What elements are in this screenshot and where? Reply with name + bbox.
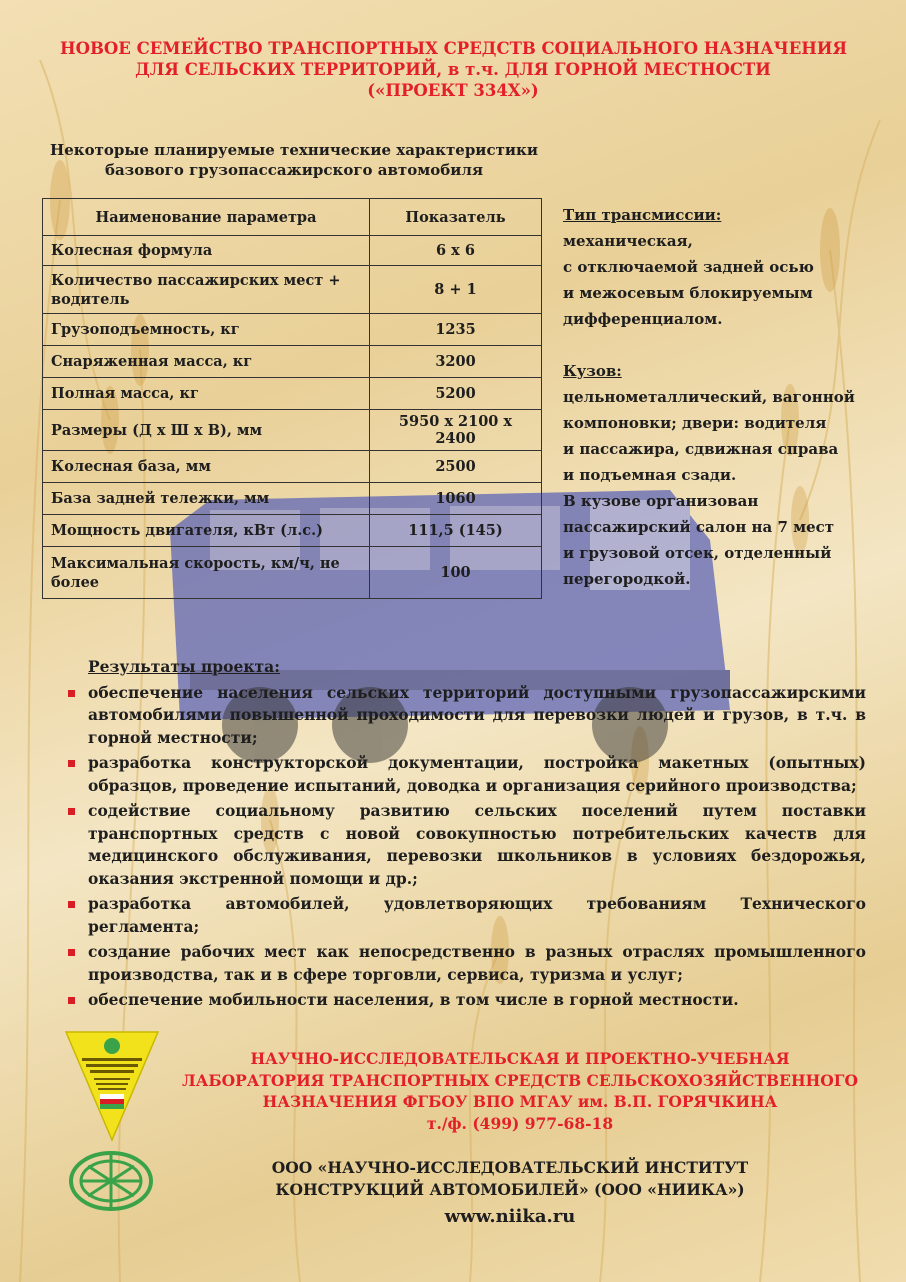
title-line-3: («ПРОЕКТ 334Х») xyxy=(367,81,539,100)
param-name: Полная масса, кг xyxy=(43,378,370,410)
param-name: Максимальная скорость, км/ч, не более xyxy=(43,547,370,599)
body-line: компоновки; двери: водителя xyxy=(563,414,827,432)
table-row xyxy=(43,314,542,346)
bullet-square-icon xyxy=(68,760,75,767)
transmission-line: с отключаемой задней осью xyxy=(563,258,814,276)
param-value: 8 + 1 xyxy=(370,266,542,314)
list-item xyxy=(66,941,866,986)
table-row xyxy=(43,483,542,515)
table-caption xyxy=(44,140,544,180)
bullet-square-icon xyxy=(68,997,75,1004)
table-row xyxy=(43,236,542,266)
university-logo xyxy=(64,1030,160,1142)
table-header-row xyxy=(43,199,542,236)
organization-block xyxy=(230,1157,790,1200)
param-value: 111,5 (145) xyxy=(370,515,542,547)
body-line: цельнометаллический, вагонной xyxy=(563,388,855,406)
param-value: 6 х 6 xyxy=(370,236,542,266)
laboratory-line-3: НАЗНАЧЕНИЯ ФГБОУ ВПО МГАУ им. В.П. ГОРЯЧКИНА xyxy=(262,1092,778,1111)
param-name: Снаряженная масса, кг xyxy=(43,346,370,378)
transmission-title: Тип трансмиссии: xyxy=(563,206,722,224)
body-line: и пассажира, сдвижная справа xyxy=(563,440,839,458)
param-name: Колесная база, мм xyxy=(43,451,370,483)
column-header-value: Показатель xyxy=(370,199,542,236)
title-line-1: НОВОЕ СЕМЕЙСТВО ТРАНСПОРТНЫХ СРЕДСТВ СОЦИАЛЬНОГО НАЗНАЧЕНИЯ xyxy=(60,39,848,58)
table-row xyxy=(43,410,542,451)
page-title xyxy=(60,38,846,101)
niika-emblem-icon xyxy=(68,1150,154,1212)
list-item xyxy=(66,989,866,1012)
body-title: Кузов: xyxy=(563,362,622,380)
bullet-square-icon xyxy=(68,949,75,956)
caption-line-2: базового грузопассажирского автомобиля xyxy=(104,161,484,179)
table-row xyxy=(43,266,542,314)
column-header-name: Наименование параметра xyxy=(43,199,370,236)
table-row xyxy=(43,451,542,483)
param-value: 5950 х 2100 х 2400 xyxy=(370,410,542,451)
param-value: 1235 xyxy=(370,314,542,346)
list-item-text: обеспечение населения сельских территорий доступными грузопассажирскими автомобилями повышенной проходимости для перевозки людей и грузов, в т.ч. в горной местности; xyxy=(88,682,866,747)
list-item xyxy=(66,752,866,797)
param-name: Размеры (Д х Ш х В), мм xyxy=(43,410,370,451)
specs-table xyxy=(42,198,542,599)
param-value: 2500 xyxy=(370,451,542,483)
param-name: Грузоподъемность, кг xyxy=(43,314,370,346)
list-item-text: создание рабочих мест как непосредственно в разных отраслях промышленного производства, так и в сфере торговли, сервиса, туризма и услуг; xyxy=(88,942,866,984)
body-line: пассажирский салон на 7 мест xyxy=(563,518,835,536)
laboratory-line-2: ЛАБОРАТОРИЯ ТРАНСПОРТНЫХ СРЕДСТВ СЕЛЬСКОХОЗЯЙСТВЕННОГО xyxy=(182,1070,858,1090)
body-block xyxy=(563,358,883,592)
organization-line-2: КОНСТРУКЦИЙ АВТОМОБИЛЕЙ» (ООО «НИИКА») xyxy=(275,1179,745,1199)
transmission-block xyxy=(563,202,883,332)
param-value: 3200 xyxy=(370,346,542,378)
table-row xyxy=(43,515,542,547)
list-item-text: содействие социальному развитию сельских поселений путем поставки транспортных средств с новой совокупностью потребительских качеств для медицинского обслуживания, перевозки школьников в условиях бездорожья, оказания экстренной помощи и др.; xyxy=(88,801,866,888)
bullet-square-icon xyxy=(68,901,75,908)
list-item xyxy=(66,800,866,890)
list-item xyxy=(66,893,866,938)
list-item xyxy=(66,682,866,750)
list-item-text: разработка автомобилей, удовлетворяющих требованиям Технического регламента; xyxy=(88,894,866,936)
transmission-line: механическая, xyxy=(563,232,693,250)
transmission-line: и межосевым блокируемым xyxy=(563,284,813,302)
organization-line-1: ООО «НАУЧНО-ИССЛЕДОВАТЕЛЬСКИЙ ИНСТИТУТ xyxy=(271,1158,749,1177)
transmission-line: дифференциалом. xyxy=(563,310,723,328)
param-value: 1060 xyxy=(370,483,542,515)
bullet-square-icon xyxy=(68,690,75,697)
bullet-square-icon xyxy=(68,808,75,815)
laboratory-block xyxy=(160,1048,880,1134)
body-line: перегородкой. xyxy=(563,570,691,588)
results-list xyxy=(66,682,866,1012)
results-section xyxy=(66,656,866,1015)
laboratory-phone: т./ф. (499) 977-68-18 xyxy=(426,1113,614,1133)
param-value: 5200 xyxy=(370,378,542,410)
body-line: В кузове организован xyxy=(563,492,759,510)
list-item-text: разработка конструкторской документации, постройка макетных (опытных) образцов, проведение испытаний, доводка и организация серийного производства; xyxy=(88,753,866,795)
body-line: и грузовой отсек, отделенный xyxy=(563,544,832,562)
list-item-text: обеспечение мобильности населения, в том числе в горной местности. xyxy=(88,990,739,1009)
param-name: Колесная формула xyxy=(43,236,370,266)
results-title: Результаты проекта: xyxy=(88,657,280,676)
caption-line-1: Некоторые планируемые технические характеристики xyxy=(50,141,538,159)
table-row xyxy=(43,378,542,410)
table-row xyxy=(43,547,542,599)
laboratory-line-1: НАУЧНО-ИССЛЕДОВАТЕЛЬСКАЯ И ПРОЕКТНО-УЧЕБНАЯ xyxy=(250,1049,790,1068)
table-row xyxy=(43,346,542,378)
param-value: 100 xyxy=(370,547,542,599)
website-link[interactable]: www.niika.ru xyxy=(444,1206,576,1227)
param-name: Количество пассажирских мест + водитель xyxy=(43,266,370,314)
param-name: Мощность двигателя, кВт (л.с.) xyxy=(43,515,370,547)
title-line-2: ДЛЯ СЕЛЬСКИХ ТЕРРИТОРИЙ, в т.ч. ДЛЯ ГОРНОЙ МЕСТНОСТИ xyxy=(135,60,771,79)
param-name: База задней тележки, мм xyxy=(43,483,370,515)
body-line: и подъемная сзади. xyxy=(563,466,737,484)
